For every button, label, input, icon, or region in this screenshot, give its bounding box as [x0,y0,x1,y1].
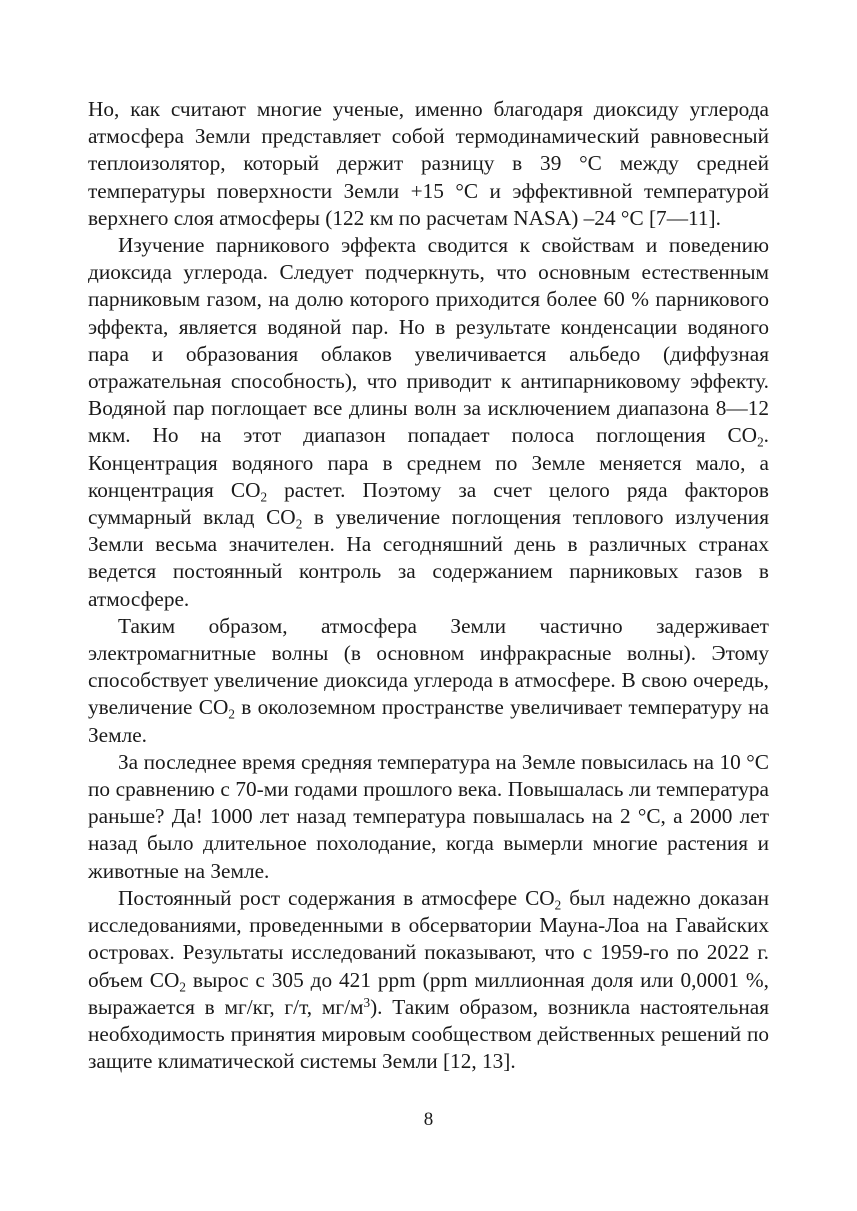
paragraph-2-text: Изучение парникового эффекта сводится к свойствам и поведению диоксида углерода. Следует подчеркнуть, что основным естественным парниковым газом, на долю которого приходится более 60 % парникового эффекта, является водяной пар. Но в результате конденсации водяного пара и образования облаков увеличивается альбедо (диффузная отражательная способность), что приводит к антипарниковому эффекту. Водяной пар поглощает все длины волн за исключением диапазона 8—12 мкм. Но на этот диапазон попадает полоса поглощения СО [88,233,769,448]
paragraph-2-text: в увеличение поглощения теплового излучения Земли весьма значителен. На сегодняшний день в различных странах ведется постоянный контроль за содержанием парниковых газов в атмосфере. [88,505,770,611]
paragraph-1-text: Но, как считают многие ученые, именно благодаря диоксиду углерода атмосфера Земли представляет собой термодинамический равновесный теплоизолятор, который держит разницу в 39 °С между средней температуры поверхности Земли +15 °С и эффективной температурой верхнего слоя атмосферы (122 км по расчетам NASA) –24 °С [7—11]. [88,97,769,230]
paragraph-5 [88,885,769,1075]
subscript: 2 [554,897,562,913]
subscript: 2 [757,435,764,451]
paragraph-4 [88,749,769,885]
page-body [88,96,769,1075]
paragraph-2 [88,232,769,613]
paragraph-3-text: Таким образом, атмосфера Земли частично задерживает электромагнитные волны (в основном инфракрасные волны). Этому способствует увеличение диоксида углерода в атмосфере. В свою очередь, увеличение СО [88,613,769,720]
paragraph-2-text: растет. Поэтому за счет целого ряда факторов суммарный вклад СО [88,477,769,530]
paragraph-5-text: Постоянный рост содержания в атмосфере СО [118,885,555,910]
paragraph-5-text: ). Таким образом, возникла настоятельная необходимость принятия мировым сообществом действенных решений по защите климатической системы Земли [12, 13]. [88,994,769,1074]
paragraph-4-text: За последнее время средняя температура на Земле повысилась на 10 °С по сравнению с 70-ми годами прошлого века. Повышалась ли температура раньше? Да! 1000 лет назад температура повышалась на 2 °С, а 2000 лет назад было длительное похолодание, когда вымерли многие растения и животные на Земле. [88,749,769,883]
superscript: 3 [363,994,371,1010]
subscript: 2 [179,979,186,995]
paragraph-3 [88,613,769,749]
subscript: 2 [228,707,235,723]
paragraph-3-text: в околоземном пространстве увеличивает температуру на Земле. [88,695,769,747]
paragraph-2-text: . Концентрация водяного пара в среднем по Земле меняется мало, а концентрация СО [88,423,769,502]
paragraph-5-text: был надежно доказан исследованиями, проведенными в обсерватории Мауна-Лоа на Гавайских островах. Результаты исследований показывают, что с 1959-го по 2022 г. объем СО [88,885,769,992]
paragraph-5-text: вырос с 305 до 421 ppm (ppm миллионная доля или 0,0001 %, выражается в мг/кг, г/т, мг/м [88,967,769,1019]
subscript: 2 [295,516,303,532]
page-number: 8 [423,1109,434,1130]
subscript: 2 [260,489,268,505]
paragraph-1 [88,96,769,232]
